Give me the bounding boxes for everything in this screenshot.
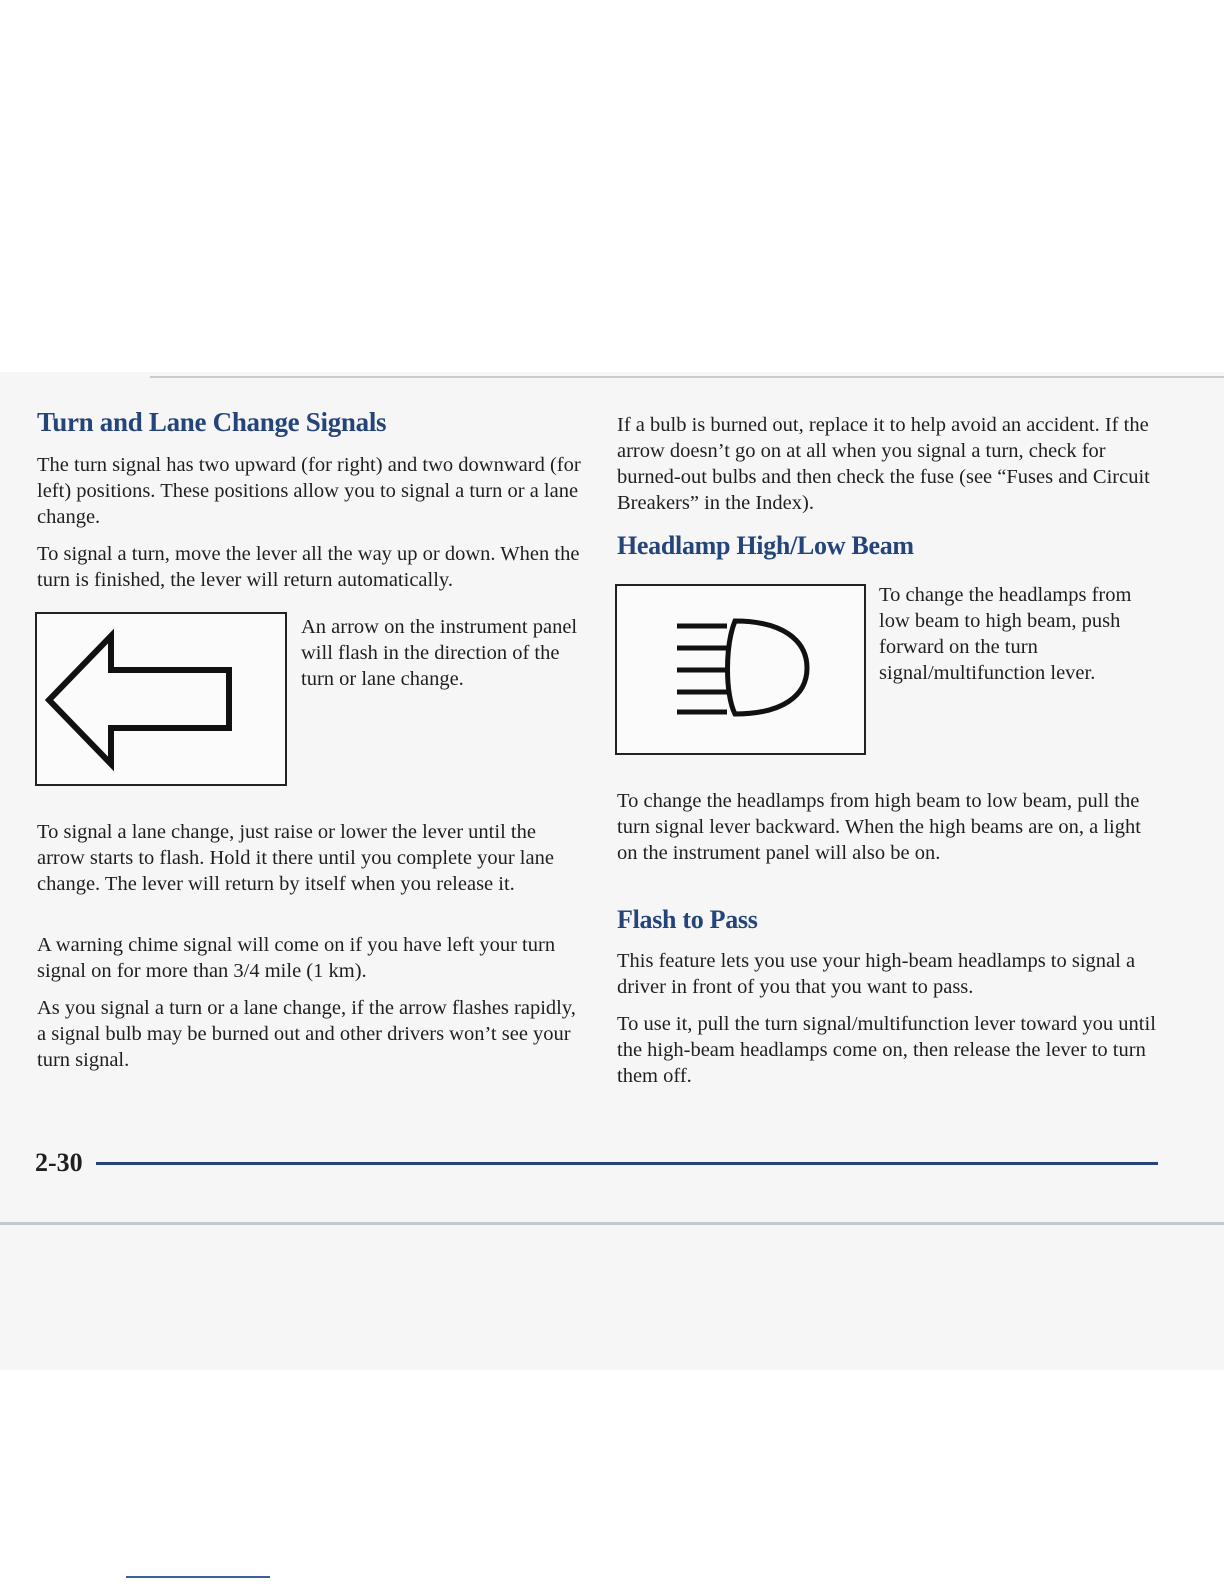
band-bottom-line	[0, 1222, 1224, 1225]
paragraph-turn-signal-positions: The turn signal has two upward (for right) and two downward (for left) positions. These positions allow you to signal a turn or a lane change.	[37, 454, 581, 528]
paragraph-flash-to-pass-feature: This feature lets you use your high-beam headlamps to signal a driver in front of you that you want to pass.	[617, 950, 1136, 998]
bottom-mark-line	[126, 1576, 270, 1578]
heading-turn-and-lane-change: Turn and Lane Change Signals	[37, 407, 387, 437]
turn-arrow-figure	[35, 612, 287, 786]
paragraph-arrow-flashes-rapidly: As you signal a turn or a lane change, if the arrow flashes rapidly, a signal bulb may be burned out and other drivers won’t see your turn signal.	[37, 997, 576, 1071]
footer-rule	[96, 1162, 1158, 1165]
paragraph-signal-a-turn: To signal a turn, move the lever all the way up or down. When the turn is finished, the lever will return automatically.	[37, 543, 580, 591]
paragraph-lane-change: To signal a lane change, just raise or lower the lever until the arrow starts to flash. Hold it there until you complete your lane change. The lever will return by itself when you release it.	[37, 821, 554, 895]
turn-arrow-caption: An arrow on the instrument panel will flash in the direction of the turn or lane change.	[301, 616, 578, 690]
paragraph-bulb-burned-out: If a bulb is burned out, replace it to help avoid an accident. If the arrow doesn’t go on at all when you signal a turn, check for burned-out bulbs and then check the fuse (see “Fuses and Circuit Breakers” in the Index).	[617, 414, 1150, 514]
high-beam-icon	[617, 586, 864, 753]
paragraph-use-flash-to-pass: To use it, pull the turn signal/multifunction lever toward you until the high-beam headlamps come on, then release the lever to turn them off.	[617, 1013, 1156, 1087]
high-beam-figure	[615, 584, 866, 755]
paragraph-high-to-low-beam: To change the headlamps from high beam to low beam, pull the turn signal lever backward. When the high beams are on, a light on the instrument panel will also be on.	[617, 790, 1141, 864]
paragraph-warning-chime: A warning chime signal will come on if you have left your turn signal on for more than 3/4 mile (1 km).	[37, 934, 556, 982]
page-number: 2-30	[35, 1148, 83, 1177]
heading-headlamp-high-low-beam: Headlamp High/Low Beam	[617, 531, 914, 560]
heading-flash-to-pass: Flash to Pass	[617, 905, 758, 934]
turn-arrow-icon	[37, 614, 285, 784]
band-top-line	[150, 376, 1224, 378]
high-beam-caption: To change the headlamps from low beam to high beam, push forward on the turn signal/multifunction lever.	[879, 584, 1132, 684]
